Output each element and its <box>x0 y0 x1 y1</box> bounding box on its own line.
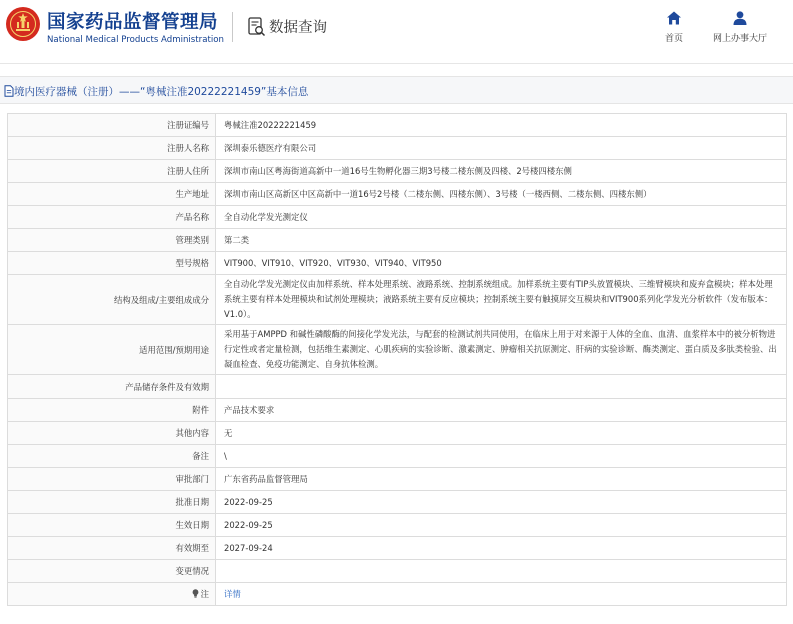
field-value: \ <box>216 445 787 468</box>
table-row <box>8 137 787 160</box>
field-label: 产品储存条件及有效期 <box>8 375 216 399</box>
table-row <box>8 206 787 229</box>
field-value: 产品技术要求 <box>216 399 787 422</box>
field-value <box>216 583 787 606</box>
field-value: 深圳泰乐德医疗有限公司 <box>216 137 787 160</box>
table-row <box>8 468 787 491</box>
nav-home[interactable] <box>654 10 694 46</box>
brand-name-cn[interactable]: 国家药品监督管理局 <box>47 12 219 33</box>
field-value: 粤械注准20222221459 <box>216 114 787 137</box>
table-row <box>8 445 787 468</box>
field-label: 产品名称 <box>8 206 216 229</box>
brand-name-en[interactable]: National Medical Products Administration <box>47 35 224 45</box>
site-header <box>0 0 793 53</box>
table-row <box>8 160 787 183</box>
nav-online-hall[interactable] <box>703 10 777 46</box>
field-label: 注册证编号 <box>8 114 216 137</box>
brand-divider <box>232 12 233 42</box>
emblem-logo-icon <box>6 7 40 41</box>
field-label: 审批部门 <box>8 468 216 491</box>
table-row <box>8 514 787 537</box>
field-value: 全自动化学发光测定仪 <box>216 206 787 229</box>
home-icon <box>666 10 682 26</box>
table-row <box>8 375 787 399</box>
table-row <box>8 399 787 422</box>
field-value: 全自动化学发光测定仪由加样系统、样本处理系统、液路系统、控制系统组成。加样系统主要有TIP头放置模块、三维臂模块和废弃盒模块；样本处理系统主要有样本处理模块和试剂处理模块；液路系统主要有反应模块；控制系统主要有触摸屏交互模块和VIT900系列化学发光分析软件（发布版本：V1.0）。 <box>216 275 787 325</box>
registration-detail-table <box>7 113 787 606</box>
header-divider <box>0 63 793 64</box>
field-label: 变更情况 <box>8 560 216 583</box>
note-label-text: 注 <box>200 589 209 599</box>
field-value: VIT900、VIT910、VIT920、VIT930、VIT940、VIT950 <box>216 252 787 275</box>
table-row <box>8 275 787 325</box>
note-label <box>8 583 216 606</box>
field-label: 生产地址 <box>8 183 216 206</box>
field-value: 无 <box>216 422 787 445</box>
field-label: 管理类别 <box>8 229 216 252</box>
table-row <box>8 325 787 375</box>
lightbulb-icon <box>192 588 199 597</box>
table-row <box>8 491 787 514</box>
field-label: 型号规格 <box>8 252 216 275</box>
field-value <box>216 375 787 399</box>
nav-online-hall-label: 网上办事大厅 <box>712 34 767 44</box>
field-label: 批准日期 <box>8 491 216 514</box>
field-label: 备注 <box>8 445 216 468</box>
field-label: 有效期至 <box>8 537 216 560</box>
field-value: 广东省药品监督管理局 <box>216 468 787 491</box>
field-label: 注册人名称 <box>8 137 216 160</box>
record-title-bar <box>0 76 793 104</box>
field-label: 注册人住所 <box>8 160 216 183</box>
field-label: 生效日期 <box>8 514 216 537</box>
field-value: 深圳市南山区粤海街道高新中一道16号生物孵化器三期3号楼二楼东侧及四楼、2号楼四楼东侧 <box>216 160 787 183</box>
table-row <box>8 114 787 137</box>
field-value: 2022-09-25 <box>216 514 787 537</box>
field-value <box>216 560 787 583</box>
user-icon <box>732 10 748 26</box>
document-icon <box>4 85 14 97</box>
field-value: 深圳市南山区高新区中区高新中一道16号2号楼（二楼东侧、四楼东侧）、3号楼（一楼西侧、二楼东侧、四楼东侧） <box>216 183 787 206</box>
field-value: 采用基于AMPPD 和碱性磷酸酶的间接化学发光法，与配套的检测试剂共同使用，在临床上用于对来源于人体的全血、血清、血浆样本中的被分析物进行定性或者定量检测，包括维生素测定、心肌疾病的实验诊断、激素测定、肿瘤相关抗原测定、肝病的实验诊断、酶类测定、蛋白质及多肽类检验、出凝血检查、免疫功能测定、自身抗体检测。 <box>216 325 787 375</box>
details-link[interactable]: 详情 <box>224 589 241 599</box>
field-label: 适用范围/预期用途 <box>8 325 216 375</box>
field-label: 结构及组成/主要组成成分 <box>8 275 216 325</box>
table-row <box>8 252 787 275</box>
table-row <box>8 537 787 560</box>
breadcrumb: 境内医疗器械（注册）——“粤械注准20222221459”基本信息 <box>14 86 309 98</box>
field-label: 其他内容 <box>8 422 216 445</box>
data-query-icon <box>248 17 266 37</box>
table-row <box>8 183 787 206</box>
field-value: 2022-09-25 <box>216 491 787 514</box>
table-row <box>8 422 787 445</box>
table-row <box>8 560 787 583</box>
table-row <box>8 229 787 252</box>
nav-home-label: 首页 <box>664 34 683 44</box>
field-value: 第二类 <box>216 229 787 252</box>
section-title: 数据查询 <box>269 20 327 36</box>
table-row <box>8 583 787 606</box>
field-label: 附件 <box>8 399 216 422</box>
field-value: 2027-09-24 <box>216 537 787 560</box>
